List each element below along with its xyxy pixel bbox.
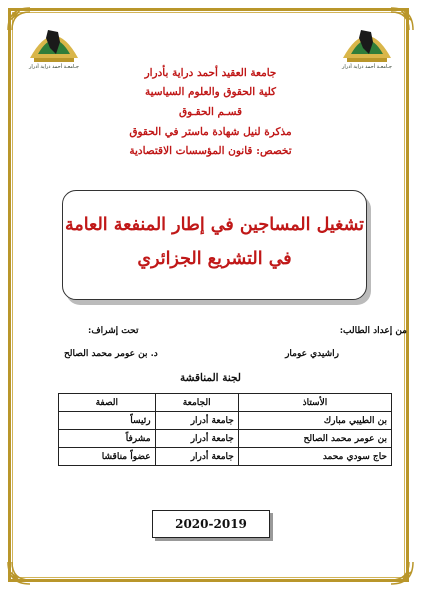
cell-professor: حاج سودي محمد — [238, 448, 391, 466]
thesis-title-box — [62, 190, 367, 300]
academic-year-box — [152, 510, 270, 538]
thesis-title-line2: في التشريع الجزائري — [137, 249, 292, 269]
table-row — [59, 448, 392, 466]
corner-ornament-bottom-left — [6, 560, 32, 586]
committee-table — [58, 393, 392, 466]
specialty: تخصص: قانون المؤسسات الاقتصادية — [129, 145, 292, 157]
logo-caption-left: جـامعـة أحمد دراية أدرار — [28, 64, 79, 70]
prepared-by-label: من إعداد الطالب: — [339, 326, 407, 336]
memo-purpose: مذكرة لنيل شهادة ماستر في الحقوق — [129, 126, 292, 138]
table-row — [59, 412, 392, 430]
cell-role: رئيساً — [59, 412, 156, 430]
supervision-label: تحت إشراف: — [88, 326, 139, 336]
cell-professor: بن الطيبي مبارك — [238, 412, 391, 430]
cell-role: مشرفاً — [59, 430, 156, 448]
header-professor: الأستاذ — [238, 394, 391, 412]
cell-university: جامعة أدرار — [155, 448, 238, 466]
department-name: قسـم الحقـوق — [179, 106, 242, 118]
table-header-row — [59, 394, 392, 412]
logo-caption-right: جـامعـة أحمد دراية أدرار — [341, 64, 392, 70]
thesis-title-line1: تشغيل المساجين في إطار المنفعة العامة — [64, 215, 365, 235]
academic-year: 2020-2019 — [175, 517, 247, 531]
header-role: الصفة — [59, 394, 156, 412]
committee-title: لجنة المناقشة — [179, 372, 241, 384]
supervisor-name: د. بن عومر محمد الصالح — [64, 349, 158, 359]
university-logo-right — [337, 14, 397, 66]
faculty-name: كلية الحقوق والعلوم السياسية — [144, 86, 277, 98]
student-name: راشيدي عومار — [285, 349, 339, 359]
university-logo-left — [24, 14, 84, 66]
cell-university: جامعة أدرار — [155, 430, 238, 448]
header-university: الجامعة — [155, 394, 238, 412]
cell-professor: بن عومر محمد الصالح — [238, 430, 391, 448]
cell-role: عضواً مناقشا — [59, 448, 156, 466]
corner-ornament-bottom-right — [389, 560, 415, 586]
table-row — [59, 430, 392, 448]
cell-university: جامعة أدرار — [155, 412, 238, 430]
university-name: جامعة العقيد أحمد دراية بأدرار — [144, 67, 277, 79]
